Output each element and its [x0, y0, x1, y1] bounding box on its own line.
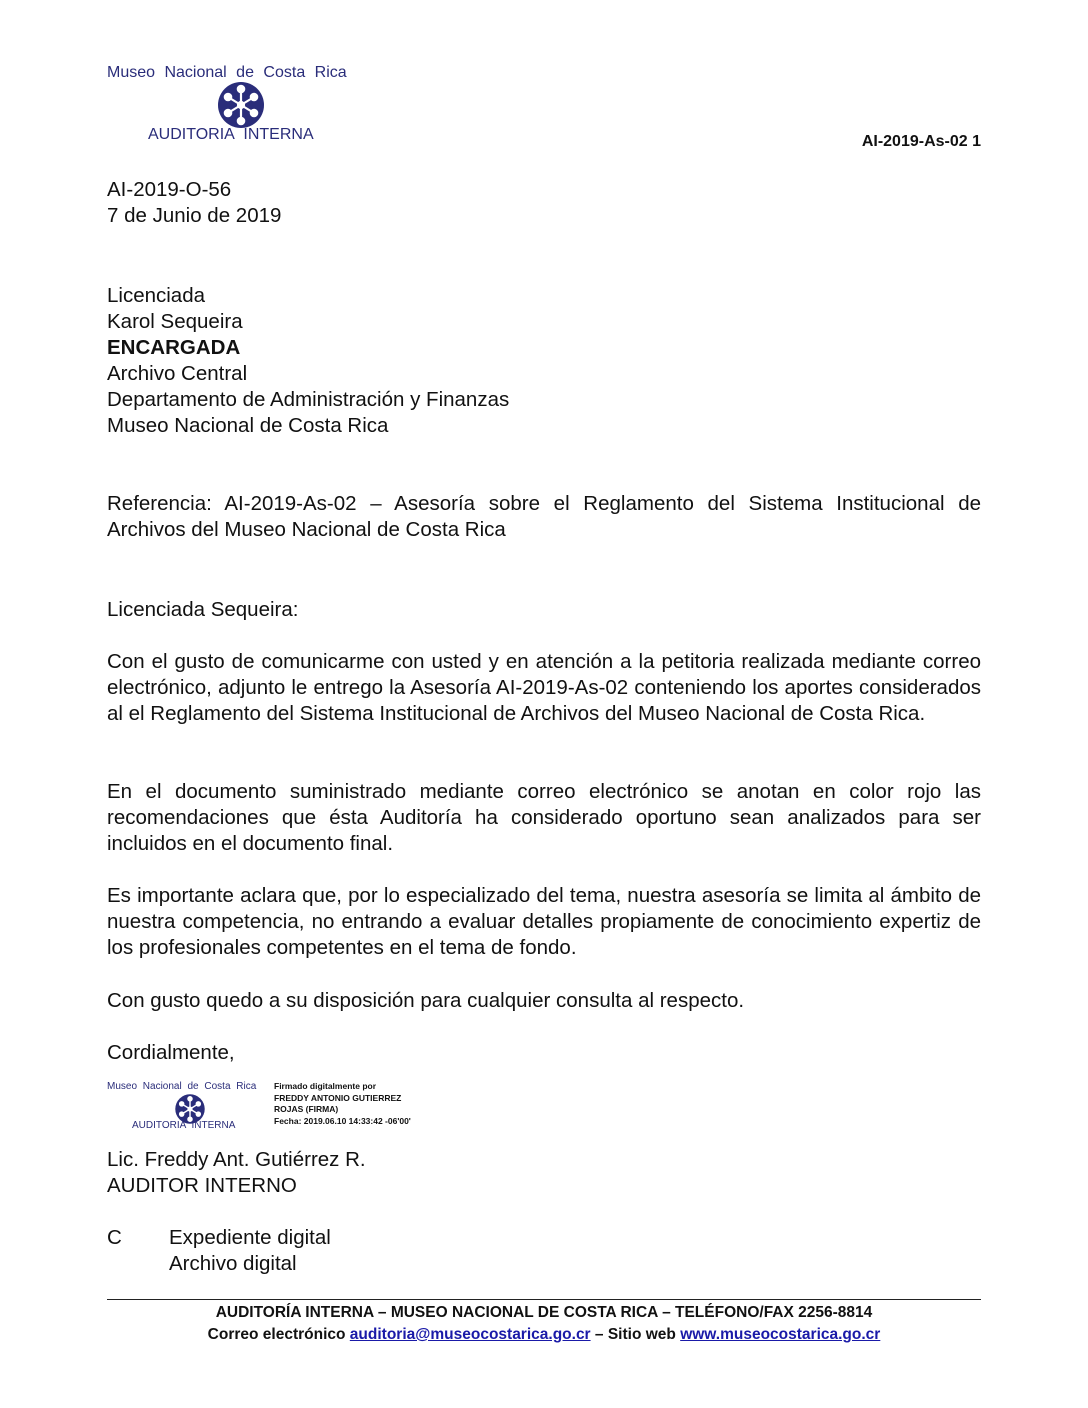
recipient-institution: Museo Nacional de Costa Rica: [107, 414, 389, 437]
body-paragraph-4: Con gusto quedo a su disposición para cualquier consulta al respecto.: [107, 989, 745, 1012]
copy-item: Archivo digital: [169, 1252, 297, 1275]
signature-detail-line3: ROJAS (FIRMA): [274, 1104, 339, 1114]
logo-unit-name: AUDITORIA INTERNA: [148, 126, 314, 143]
footer-separator: – Sitio web: [594, 1326, 676, 1343]
digital-signature-details: [274, 1081, 411, 1127]
signer-name: Lic. Freddy Ant. Gutiérrez R.: [107, 1148, 366, 1171]
signer-title: AUDITOR INTERNO: [107, 1174, 297, 1197]
copy-item: Expediente digital: [169, 1226, 331, 1249]
footer-divider: [107, 1299, 981, 1300]
letter-reference-number: AI-2019-O-56: [107, 178, 232, 201]
recipient-position: ENCARGADA: [107, 336, 241, 359]
recipient-name: Karol Sequeira: [107, 310, 243, 333]
recipient-unit: Archivo Central: [107, 362, 248, 385]
reference-subject-line2: Archivos del Museo Nacional de Costa Rica: [107, 518, 506, 541]
signature-detail-line4: Fecha: 2019.06.10 14:33:42 -06'00': [274, 1115, 411, 1126]
footer-contact-line: AUDITORÍA INTERNA – MUSEO NACIONAL DE COSTA RICA – TELÉFONO/FAX 2256-8814: [215, 1304, 873, 1321]
body-paragraph-1: Con el gusto de comunicarme con usted y en atención a la petitoria realizada mediante correo electrónico, adjunto le entrego la Asesoría AI-2019-As-02 conteniendo los aportes considerados al el Reglamento del Sistema Institucional de Archivos del Museo Nacional de Costa Rica.: [107, 650, 981, 725]
signature-logo-unit: AUDITORIA INTERNA: [132, 1120, 236, 1131]
recipient-title: Licenciada: [107, 284, 206, 307]
reference-subject-line1: Referencia: AI-2019-As-02 – Asesoría sobre el Reglamento del Sistema Institucional de: [107, 492, 981, 515]
copies-list: [169, 1225, 331, 1277]
copies-label: C: [107, 1226, 122, 1249]
document-code: AI-2019-As-02 1: [861, 133, 981, 150]
footer-email-label: Correo electrónico: [207, 1326, 346, 1343]
body-paragraph-3: Es importante aclara que, por lo especializado del tema, nuestra asesoría se limita al ámbito de nuestra competencia, no entrando a evaluar detalles propiamente de conocimiento expertiz de los profesionales competentes en el tema de fondo.: [107, 884, 981, 959]
letter-date: 7 de Junio de 2019: [107, 204, 282, 227]
signature-detail-line1: Firmado digitalmente por: [274, 1081, 377, 1091]
signature-detail-line2: FREDDY ANTONIO GUTIERREZ: [274, 1092, 402, 1103]
body-paragraph-2: En el documento suministrado mediante correo electrónico se anotan en color rojo las recomendaciones que ésta Auditoría ha considerado oportuno sean analizados para ser incluidos en el documento final.: [107, 780, 981, 855]
logo-institution-name: Museo Nacional de Costa Rica: [107, 64, 347, 81]
footer-links-line: [0, 1324, 1088, 1346]
footer-email-link[interactable]: auditoria@museocostarica.go.cr: [349, 1326, 591, 1343]
museum-emblem-icon: [216, 80, 266, 130]
recipient-department: Departamento de Administración y Finanzas: [107, 388, 510, 411]
salutation: Licenciada Sequeira:: [107, 598, 299, 621]
signature-logo-institution: Museo Nacional de Costa Rica: [107, 1081, 257, 1092]
closing: Cordialmente,: [107, 1041, 235, 1064]
footer-website-link[interactable]: www.museocostarica.go.cr: [680, 1326, 881, 1343]
recipient-block: [107, 283, 509, 439]
